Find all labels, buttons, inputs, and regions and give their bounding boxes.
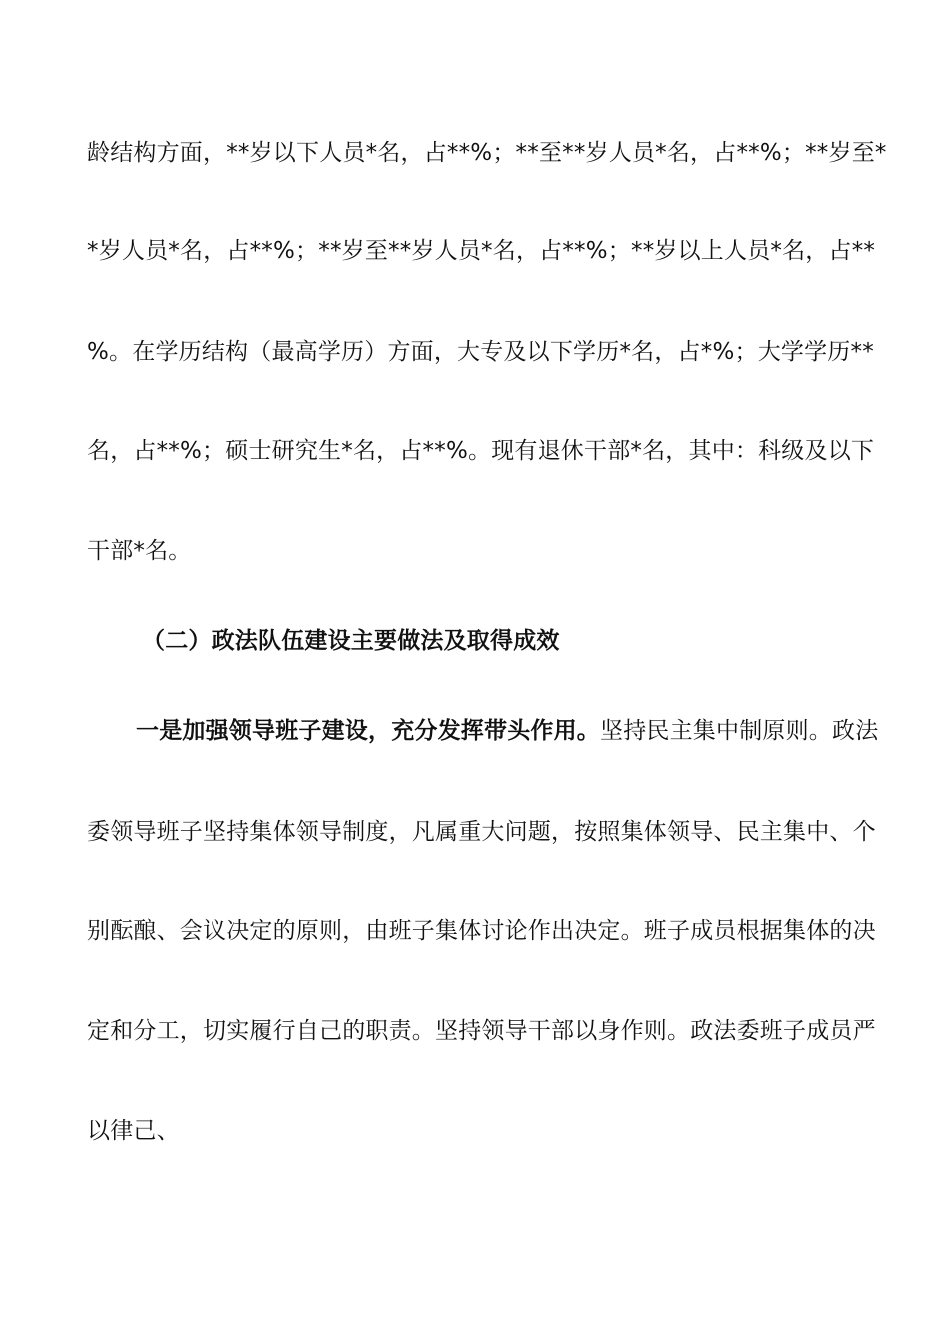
body-text-line-2: *岁人员*名，占**%；**岁至**岁人员*名，占**%；**岁以上人员*名，占** xyxy=(87,238,876,264)
paragraph-line-4: 定和分工，切实履行自己的职责。坚持领导干部以身作则。政法委班子成员严 xyxy=(87,1018,876,1044)
body-text-line-4: 名，占**%；硕士研究生*名，占**%。现有退休干部*名，其中：科级及以下 xyxy=(87,438,875,464)
body-text-line-5: 干部*名。 xyxy=(87,538,192,564)
paragraph-bold-lead: 一是加强领导班子建设，充分发挥带头作用。 xyxy=(136,718,600,744)
paragraph-line-3: 别酝酿、会议决定的原则，由班子集体讨论作出决定。班子成员根据集体的决 xyxy=(87,918,876,944)
paragraph-first-line xyxy=(136,716,936,746)
body-text-line-1: 龄结构方面，**岁以下人员*名，占**%；**至**岁人员*名，占**%；**岁至* xyxy=(87,140,887,166)
section-heading: （二）政法队伍建设主要做法及取得成效 xyxy=(142,628,560,654)
paragraph-line-5: 以律己、 xyxy=(87,1118,180,1144)
paragraph-first-line-rest: 坚持民主集中制原则。政法 xyxy=(600,718,879,744)
body-text-line-3: %。在学历结构（最高学历）方面，大专及以下学历*名，占*%；大学学历** xyxy=(87,339,874,365)
paragraph-line-2: 委领导班子坚持集体领导制度，凡属重大问题，按照集体领导、民主集中、个 xyxy=(87,819,876,845)
